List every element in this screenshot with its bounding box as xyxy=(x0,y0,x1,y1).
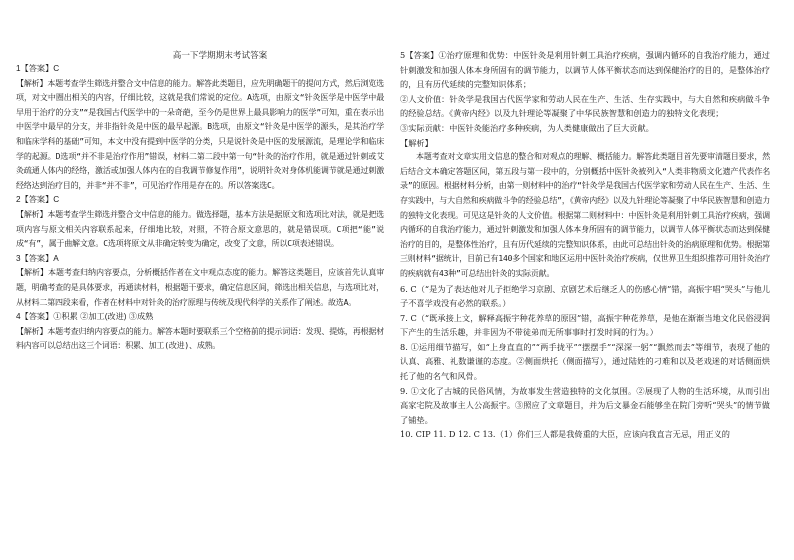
document-title: 高一下学期期末考试答案 xyxy=(172,51,268,61)
q5-answer-2: ②人文价值：针灸学是我国古代医学家和劳动人民在生产、生活、生存实践中，与大自然和疾病做斗争的经验总结。《黄帝内经》以及九针理论等凝聚了中华民族智慧和创造力的独特文化表现； xyxy=(400,93,770,119)
q5-answer-3: ③实际贡献：中医针灸能治疗多种疾病，为人类健康做出了巨大贡献。 xyxy=(400,122,654,133)
q1-answer: 1【答案】C xyxy=(16,64,60,73)
q4-analysis: 【解析】本题考查归纳内容要点的能力。解答本题时要联系三个空格前的提示词语：发现、提炼，再根据材料内容可以总结出这三个词语：积累、加工(改进)、成熟。 xyxy=(16,326,384,351)
q4-answer: 4【答案】①积累 ②加工(改进) ③成熟 xyxy=(16,312,154,322)
q8-answer: 8. ①运用细节描写，如“上身直直的”“两手拢平”“摆摆手”“深深一躬”“飘然而去”等细节，表现了他的认真、高雅、礼数谦谨的态度。②侧面烘托（侧面描写），通过陆姓的刁难和以及老戏迷的对话侧面烘托了他的名气和风骨。 xyxy=(400,341,770,382)
q7-answer: 7. C（“既承接上文，解释高振宇种花养草的原因”错，高振宇种花养草，是他在渐渐当地文化民俗浸润下产生的生活乐趣，并非因为不带徒弟而无所事事时打发时间的行为。） xyxy=(400,312,770,338)
q9-answer: 9. ①文化了古城的民俗风情，为故事发生营造独特的文化氛围。②展现了人物的生活环境，从而引出高家宅院及故事主人公高振宇。③照应了文章题目，并为后文暴金石能够坐在院门旁听“哭头”的情节做了铺垫。 xyxy=(400,385,770,425)
q1-analysis: 【解析】本题考查学生筛选并整合文中信息的能力。解答此类题目，应先明确题干的提问方式，然后浏览选项，对文中圈出相关的内容，仔细比较，这就是我们常说的定位。A选项，由原文“针灸医学是中医学中最早用于治疗的分支”“是我国古代医学中的一朵奇葩，至今仍是世界上最具影响力的医学”可知，重在表示出中医学中最早的分支，并非指针灸是中医的最早起源。B选项，由原文“针灸是中医学的源头，是其治疗学和临床学科的基础”可知，本文中没有提到中医学的分类，只是说针灸是中医的发展源流，是理论学和临床学的起源。D选项“并不非是治疗作用”错误，材料二第二段中第一句“针灸的治疗作用，就是通过针刺或艾灸疏通人体内的经络，激活或加强人体内在的自我调节修复作用”，说明针灸对身体机能调节就是通过刺激经络达到治疗目的，并非“并不非”，可见治疗作用是存在的。所以答案选C。 xyxy=(16,78,384,190)
q2-analysis: 【解析】本题考查学生筛选并整合文中信息的能力。做选择题，基本方法是据原文和选项比对法，就是把选项内容与原文相关内容联系起来，仔细地比较，对照，不符合原文意思的，就是错误项。C项把“能”说成“有”，属于曲解文意。C选项将原文从非确定转变为确定，改变了文意，所以C项表述错误。 xyxy=(16,209,384,249)
q5-answer-1: 5【答案】①治疗原理和优势：中医针灸是利用针刺工具治疗疾病，强调内循环的自我治疗能力，通过针刺激发和加强人体本身所固有的调节能力，以调节人体平衡状态而达到保健治疗的目的，是整体治疗的，且有历代延续的完整知识体系； xyxy=(400,50,770,90)
q6-answer: 6. C（“是为了表达他对儿子拒绝学习京剧、京剧艺术后继乏人的伤感心情”错，高振宇唱“哭头”与他儿子不喜学戏没有必然的联系。） xyxy=(400,283,770,309)
left-column xyxy=(16,62,384,354)
q5-analysis: 本题考查对文章实用文信息的整合和对观点的理解、概括能力。解答此类题目首先要审清题目要求，然后结合文本确定答题区间，第五段与第一段中的，分别概括中医针灸被列入“人类非物质文化遗产代表作名录”的原因。根据材料分析，由第一则材料中的治疗“针灸学是我国古代医学家和劳动人民在生产、生活、生存实践中，与大自然和疾病做斗争的经验总结”，《黄帝内经》以及九针理论等凝聚了中华民族智慧和创造力的独特文化表现。可见这是针灸的人文价值。根据第二则材料中：中医针灸是利用针刺工具治疗疾病，强调内循环的自我治疗能力，通过针刺激发和加强人体本身所固有的调节能力，以调节人体平衡状态而达到保健治疗的目的，是整体性治疗，且有历代延续的完整知识体系，由此可总结出针灸的治病原理和优势。根据第三则材料“据统计，目前已有140多个国家和地区运用中医针灸治疗疾病，仅世界卫生组织推荐可用针灸治疗的疾病就有43种”可总结出针灸的实际贡献。 xyxy=(400,152,770,278)
q3-analysis: 【解析】本题考查归纳内容要点，分析概括作者在文中观点态度的能力。解答这类题目，应该首先认真审题，明确考查的是具体要求，再通读材料，根据题干要求，确定信息区间，筛选出相关信息，与选项比对，从材料二第四段来看，作者在材料中对针灸的治疗原理与传统及现代科学的关系作了阐述。故选A。 xyxy=(16,268,384,307)
q2-answer: 2【答案】C xyxy=(16,195,60,205)
q10-13-answers: 10. CIP 11. D 12. C 13.（1）你们三人都是我倚重的大臣，应该向我直言无忌，用正义的 xyxy=(400,429,730,440)
right-column xyxy=(400,48,770,442)
q5-analysis-label: 【解析】 xyxy=(400,137,433,148)
q3-answer: 3【答案】A xyxy=(16,253,59,263)
